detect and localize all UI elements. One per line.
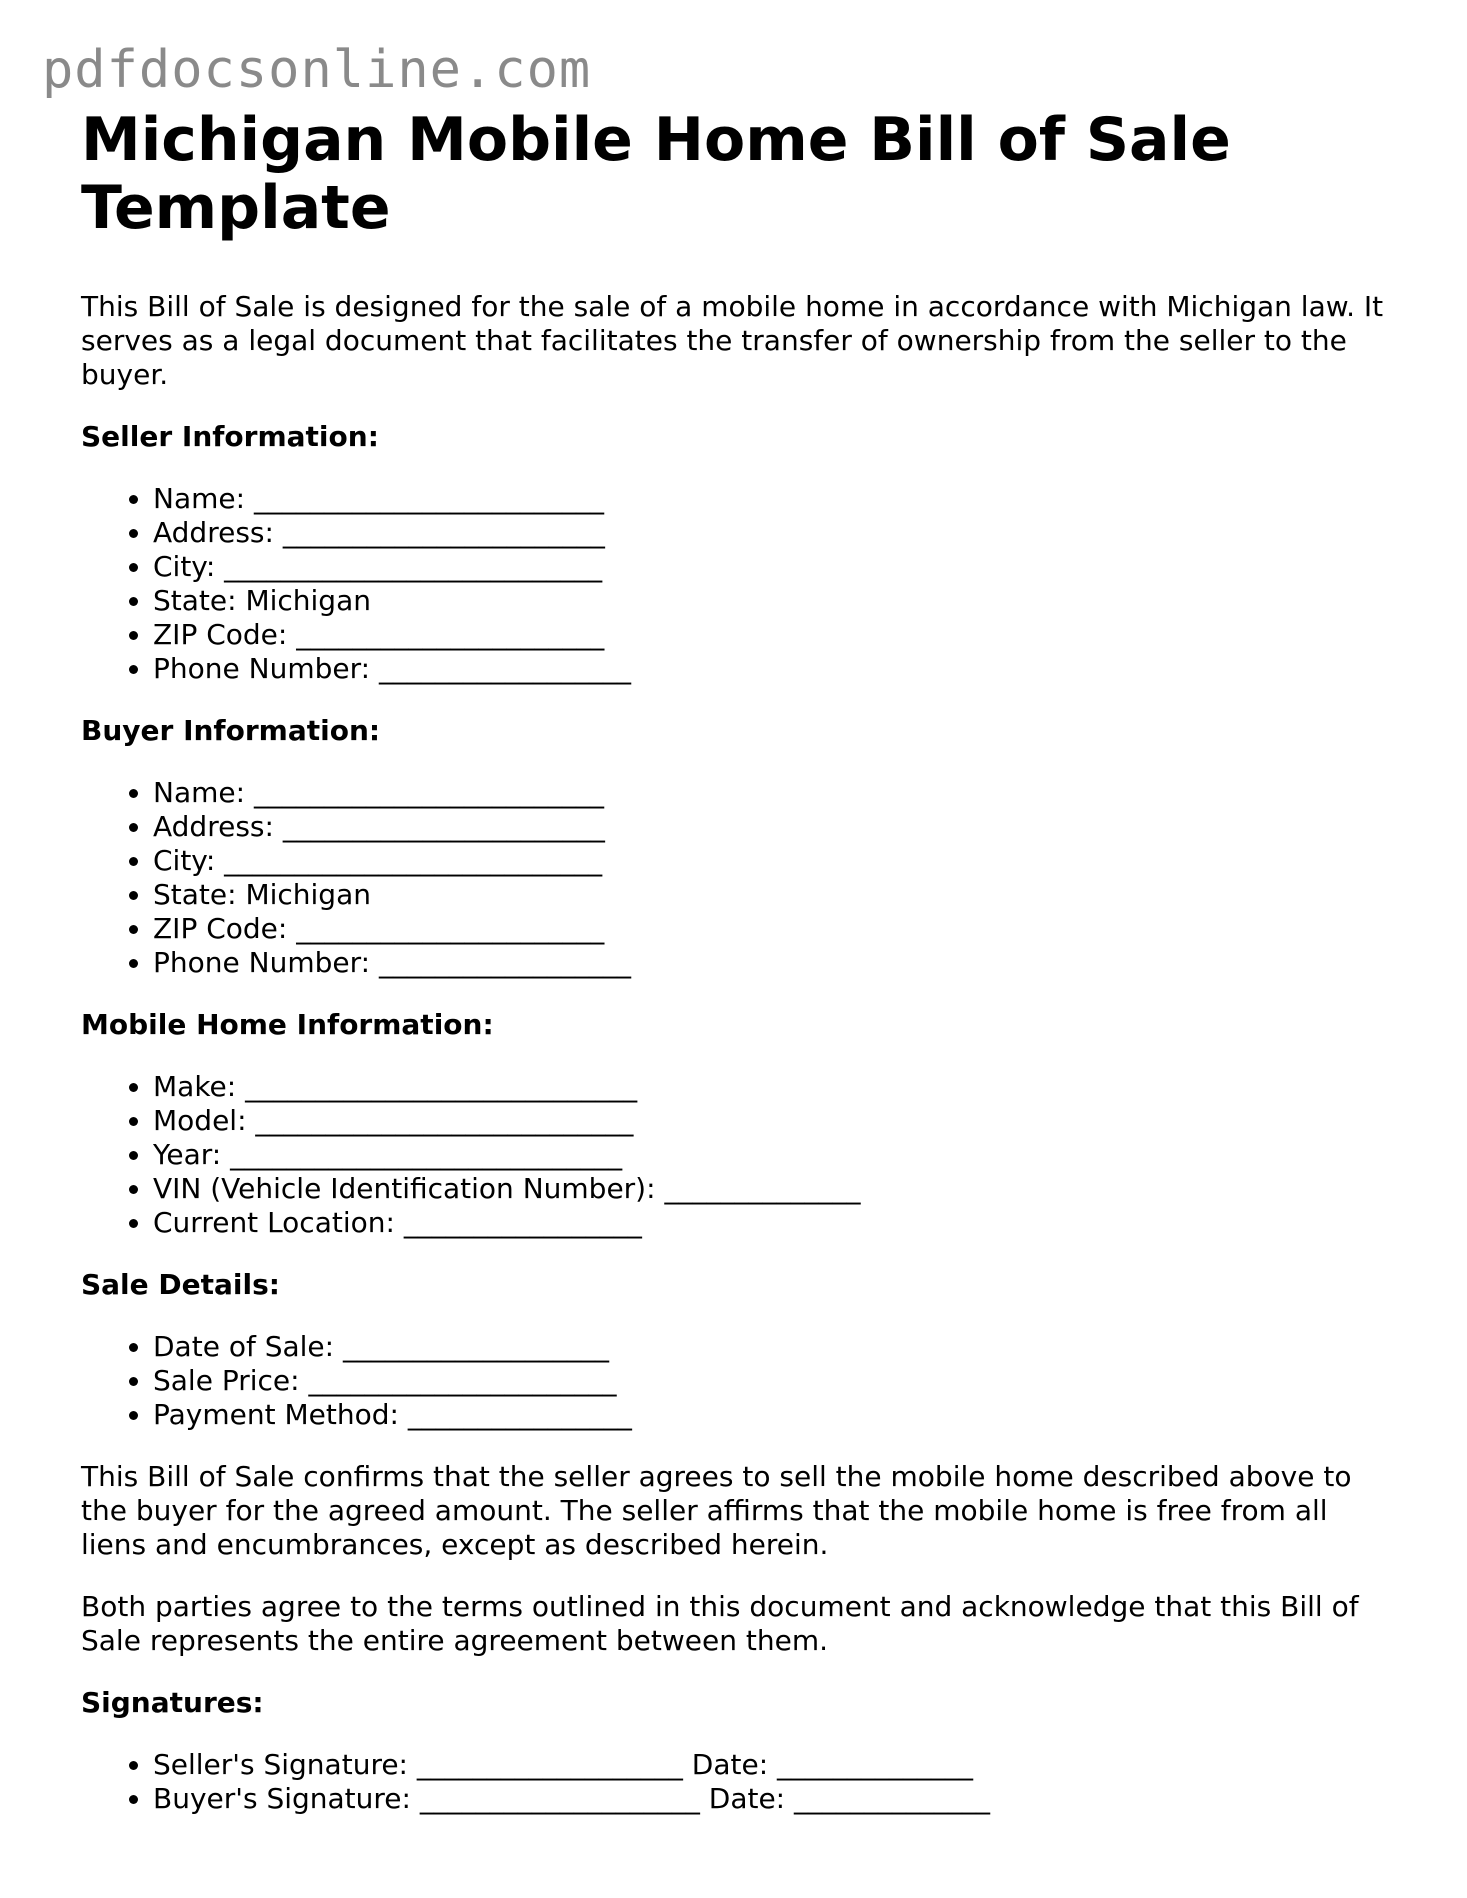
page-title: Michigan Mobile Home Bill of Sale Template (81, 105, 1231, 243)
seller-heading: Seller Information: (81, 420, 379, 453)
buyer-city-field: • City: ___________________________ (153, 844, 1401, 878)
buyer-phone-field: • Phone Number: __________________ (153, 946, 1401, 980)
seller-city-field: • City: ___________________________ (153, 550, 1401, 584)
buyer-heading: Buyer Information: (81, 714, 381, 747)
signatures-heading: Signatures: (81, 1686, 264, 1719)
confirmation-paragraph: This Bill of Sale confirms that the seller agrees to sell the mobile home described above to the buyer for the agreed amount. The seller affirms that the mobile home is free from all liens and encumbrances, except as described herein. (81, 1460, 1352, 1561)
agreement-paragraph: Both parties agree to the terms outlined in this document and acknowledge that this Bill of Sale represents the entire agreement between them. (81, 1590, 1359, 1657)
sale-details-list (81, 1330, 1401, 1432)
buyer-list (81, 776, 1401, 980)
watermark-text: pdfdocsonline.com (42, 40, 592, 100)
buyer-zip-field: • ZIP Code: ______________________ (153, 912, 1401, 946)
seller-state-field: • State: Michigan (153, 584, 1401, 618)
buyer-signature-field: • Buyer's Signature: ____________________ Date: ______________ (153, 1782, 1401, 1816)
model-field: • Model: ___________________________ (153, 1104, 1401, 1138)
vin-field: • VIN (Vehicle Identification Number): ______________ (153, 1172, 1401, 1206)
year-field: • Year: ____________________________ (153, 1138, 1401, 1172)
current-location-field: • Current Location: _________________ (153, 1206, 1401, 1240)
buyer-name-field: • Name: _________________________ (153, 776, 1401, 810)
sale-details-heading: Sale Details: (81, 1268, 280, 1301)
document-body (81, 106, 1401, 1844)
seller-list (81, 482, 1401, 686)
buyer-address-field: • Address: _______________________ (153, 810, 1401, 844)
payment-method-field: • Payment Method: ________________ (153, 1398, 1401, 1432)
mobile-home-heading: Mobile Home Information: (81, 1008, 494, 1041)
date-of-sale-field: • Date of Sale: ___________________ (153, 1330, 1401, 1364)
intro-paragraph: This Bill of Sale is designed for the sale of a mobile home in accordance with Michigan law. It serves as a legal document that facilitates the transfer of ownership from the seller to the buyer. (81, 290, 1384, 391)
seller-name-field: • Name: _________________________ (153, 482, 1401, 516)
seller-zip-field: • ZIP Code: ______________________ (153, 618, 1401, 652)
seller-phone-field: • Phone Number: __________________ (153, 652, 1401, 686)
signatures-list (81, 1748, 1401, 1816)
seller-signature-field: • Seller's Signature: ___________________ Date: ______________ (153, 1748, 1401, 1782)
buyer-state-field: • State: Michigan (153, 878, 1401, 912)
mobile-home-list (81, 1070, 1401, 1240)
sale-price-field: • Sale Price: ______________________ (153, 1364, 1401, 1398)
make-field: • Make: ____________________________ (153, 1070, 1401, 1104)
seller-address-field: • Address: _______________________ (153, 516, 1401, 550)
